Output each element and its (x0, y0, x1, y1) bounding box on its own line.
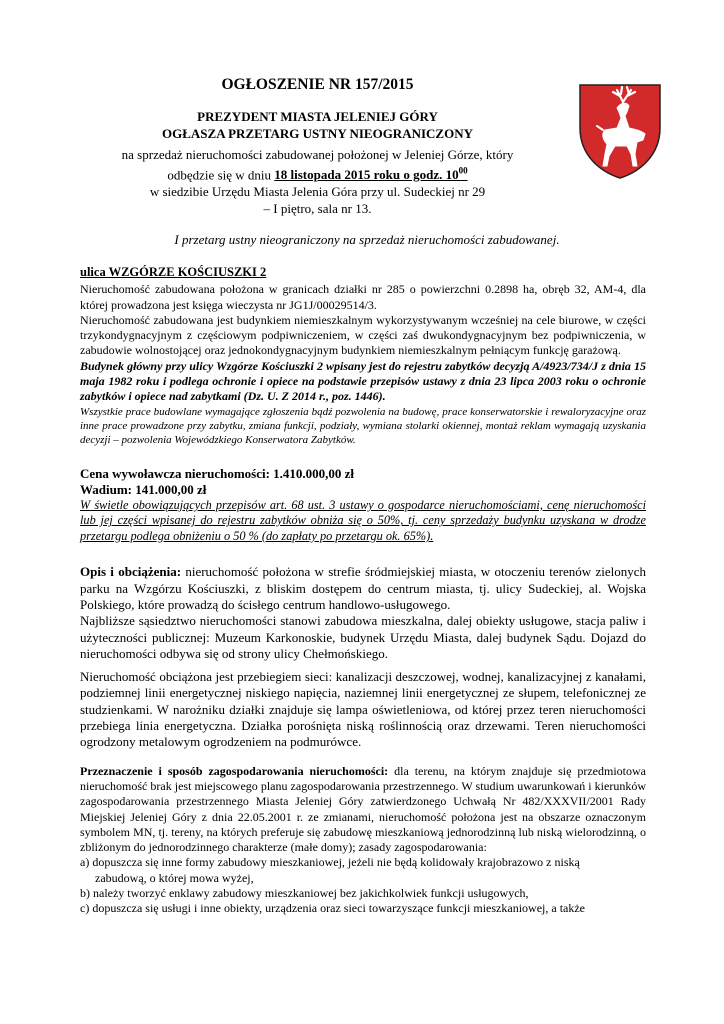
intro-line-2 (90, 163, 545, 183)
description-paragraph-2: Najbliższe sąsiedztwo nieruchomości stanowi zabudowa mieszkalna, dalej obiekty usługowe, stacja paliw i użyteczności publicznej: Muzeum Karkonoskie, budynek Urzędu Miasta, dalej budynek Sądu. Dojazd do nieruchomości odbywa się od strony ulicy Chełmońskiego. (80, 613, 646, 661)
tender-type-line: I przetarg ustny nieograniczony na sprzedaż nieruchomości zabudowanej. (174, 232, 560, 247)
subtitle-tender: OGŁASZA PRZETARG USTNY NIEOGRANICZONY (162, 126, 473, 141)
tender-intro (90, 146, 545, 217)
description-paragraph-3: Nieruchomość obciążona jest przebiegiem sieci: kanalizacji deszczowej, wodnej, kanalizacyjnej z kanałami, podziemnej linii energetycznej niskiego napięcia, naziemnej linii energetycznej ze słupem, telefonicznej ze studzienkami. W narożniku działki znajduje się lampa oświetleniowa, od której przez teren nieruchomości przebiega linia energetyczna. Działka porośnięta niską roślinnością oraz drzewami. Teren nieruchomości ogrodzony metalowym ogrodzeniem na podmurówce. (80, 669, 646, 750)
zoning-list (80, 855, 646, 916)
property-street: ulica WZGÓRZE KOŚCIUSZKI 2 (80, 265, 267, 279)
deposit: Wadium: 141.000,00 zł (80, 481, 207, 497)
zoning-text: dla terenu, na którym znajduje się przedmiotowa nieruchomość brak jest miejscowego planu zagospodarowania przestrzennego. W studium uwarunkowań i kierunków zagospodarowania przestrzennego Miasta Jeleniej Góry zatwierdzonego Uchwałą Nr 482/XXXVII/2001 Rady Miejskiej Jeleniej Góry z dnia 22.05.2001 r. ze zmianami, nieruchomość położona jest na obszarze oznaczonym symbolem MN, tj. tereny, na których preferuje się zabudowę mieszkaniową jednorodzinną lub niską wielorodzinną, o zbliżonym do jednorodzinnego charakterze (małe domy); zasady zagospodarowania: (80, 763, 646, 855)
zoning-item-a: a) dopuszcza się inne formy zabudowy mieszkaniowej, jeżeli nie będą kolidowały krajobrazowo z niską (80, 855, 580, 870)
description-label: Opis i obciążenia: (80, 564, 182, 580)
zoning-label: Przeznaczenie i sposób zagospodarowania nieruchomości: (80, 763, 389, 778)
zoning-item-b: b) należy tworzyć enklawy zabudowy mieszkaniowej bez jakichkolwiek funkcji usługowych, (80, 886, 529, 901)
property-paragraph-1: Nieruchomość zabudowana położona w granicach działki nr 285 o powierzchni 0.2898 ha, obręb 32, AM-4, dla której prowadzona jest księga wieczysta nr JG1J/00029514/3. (80, 282, 646, 312)
intro-line-3: w siedzibie Urzędu Miasta Jelenia Góra przy ul. Sudeckiej nr 29 (149, 184, 486, 200)
starting-price: Cena wywoławcza nieruchomości: 1.410.000,00 zł (80, 465, 355, 481)
tender-date (274, 167, 467, 182)
document-body (80, 265, 646, 917)
conservator-note: Wszystkie prace budowlane wymagające zgłoszenia bądź pozwolenia na budowę, prace konserwatorskie i rewaloryzacyjne oraz inne prace prowadzone przy zabytku, zmiana funkcji, podziały, wymiana stolarki okiennej, montaż reklam wymagają uzyskania decyzji – pozwolenia Wojewódzkiego Konserwatora Zabytków. (80, 405, 646, 447)
price-discount-note: W świetle obowiązujących przepisów art. 68 ust. 3 ustawy o gospodarce nieruchomościami, cenę nieruchomości lub jej części wpisanej do rejestru zabytków obniża się o 50%, tj. ceny sprzedaży budynku uzyskana w drodze przetargu podlega obniżeniu o 50 % (do zapłaty po przetargu ok. 65%). (80, 497, 646, 543)
intro-line-4: – I piętro, sala nr 13. (263, 201, 372, 217)
zoning-item-a-continued: zabudową, o której mowa wyżej, (95, 870, 254, 885)
intro-line-1: na sprzedaż nieruchomości zabudowanej położonej w Jeleniej Górze, który (121, 147, 514, 162)
property-paragraph-2: Nieruchomość zabudowana jest budynkiem niemieszkalnym wykorzystywanym wcześniej na cele biurowe, w części trzykondygnacyjnym z częściowym podpiwniczeniem, w części zaś dwukondygnacyjnym bez podpiwniczenia, w zabudowie wolnostojącej oraz jednokondygnacyjnym budynkiem niemieszkalnym pełniącym funkcję garażową. (80, 312, 646, 358)
heritage-register-paragraph: Budynek główny przy ulicy Wzgórze Kościuszki 2 wpisany jest do rejestru zabytków decyzją A/4923/734/J z dnia 15 maja 1982 roku i podlega ochronie i opiece na podstawie przepisów ustawy z dnia 23 lipca 2003 roku o ochronie zabytków i opiece nad zabytkami (Dz. U. Z 2014 r., poz. 1446). (80, 358, 646, 404)
zoning-item-c: c) dopuszcza się usługi i inne obiekty, urządzenia oraz sieci towarzyszące funkcji mieszkaniowej, a także (80, 901, 586, 916)
zoning-paragraph (80, 764, 646, 856)
subtitle-mayor: PREZYDENT MIASTA JELENIEJ GÓRY (197, 109, 438, 124)
tender-time-sup: 00 (458, 166, 468, 176)
announcement-subheading (90, 108, 545, 142)
tender-date-text: 18 listopada 2015 roku o godz. 10 (274, 167, 459, 183)
description-paragraph-1 (80, 564, 646, 613)
description-text-1: nieruchomość położona w strefie śródmiejskiej miasta, w otoczeniu terenów zielonych parku na Wzgórzu Kościuszki, z bliskim dostępem do centrum miasta, tj. ulicy Sudeckiej, al. Wojska Polskiego, które prowadzą do ścisłego centrum handlowo-usługowego. (80, 564, 647, 612)
coat-of-arms-stag-icon (577, 82, 663, 180)
intro-line-2-prefix: odbędzie się w dniu (167, 167, 275, 183)
announcement-title: OGŁOSZENIE NR 157/2015 (221, 76, 414, 93)
